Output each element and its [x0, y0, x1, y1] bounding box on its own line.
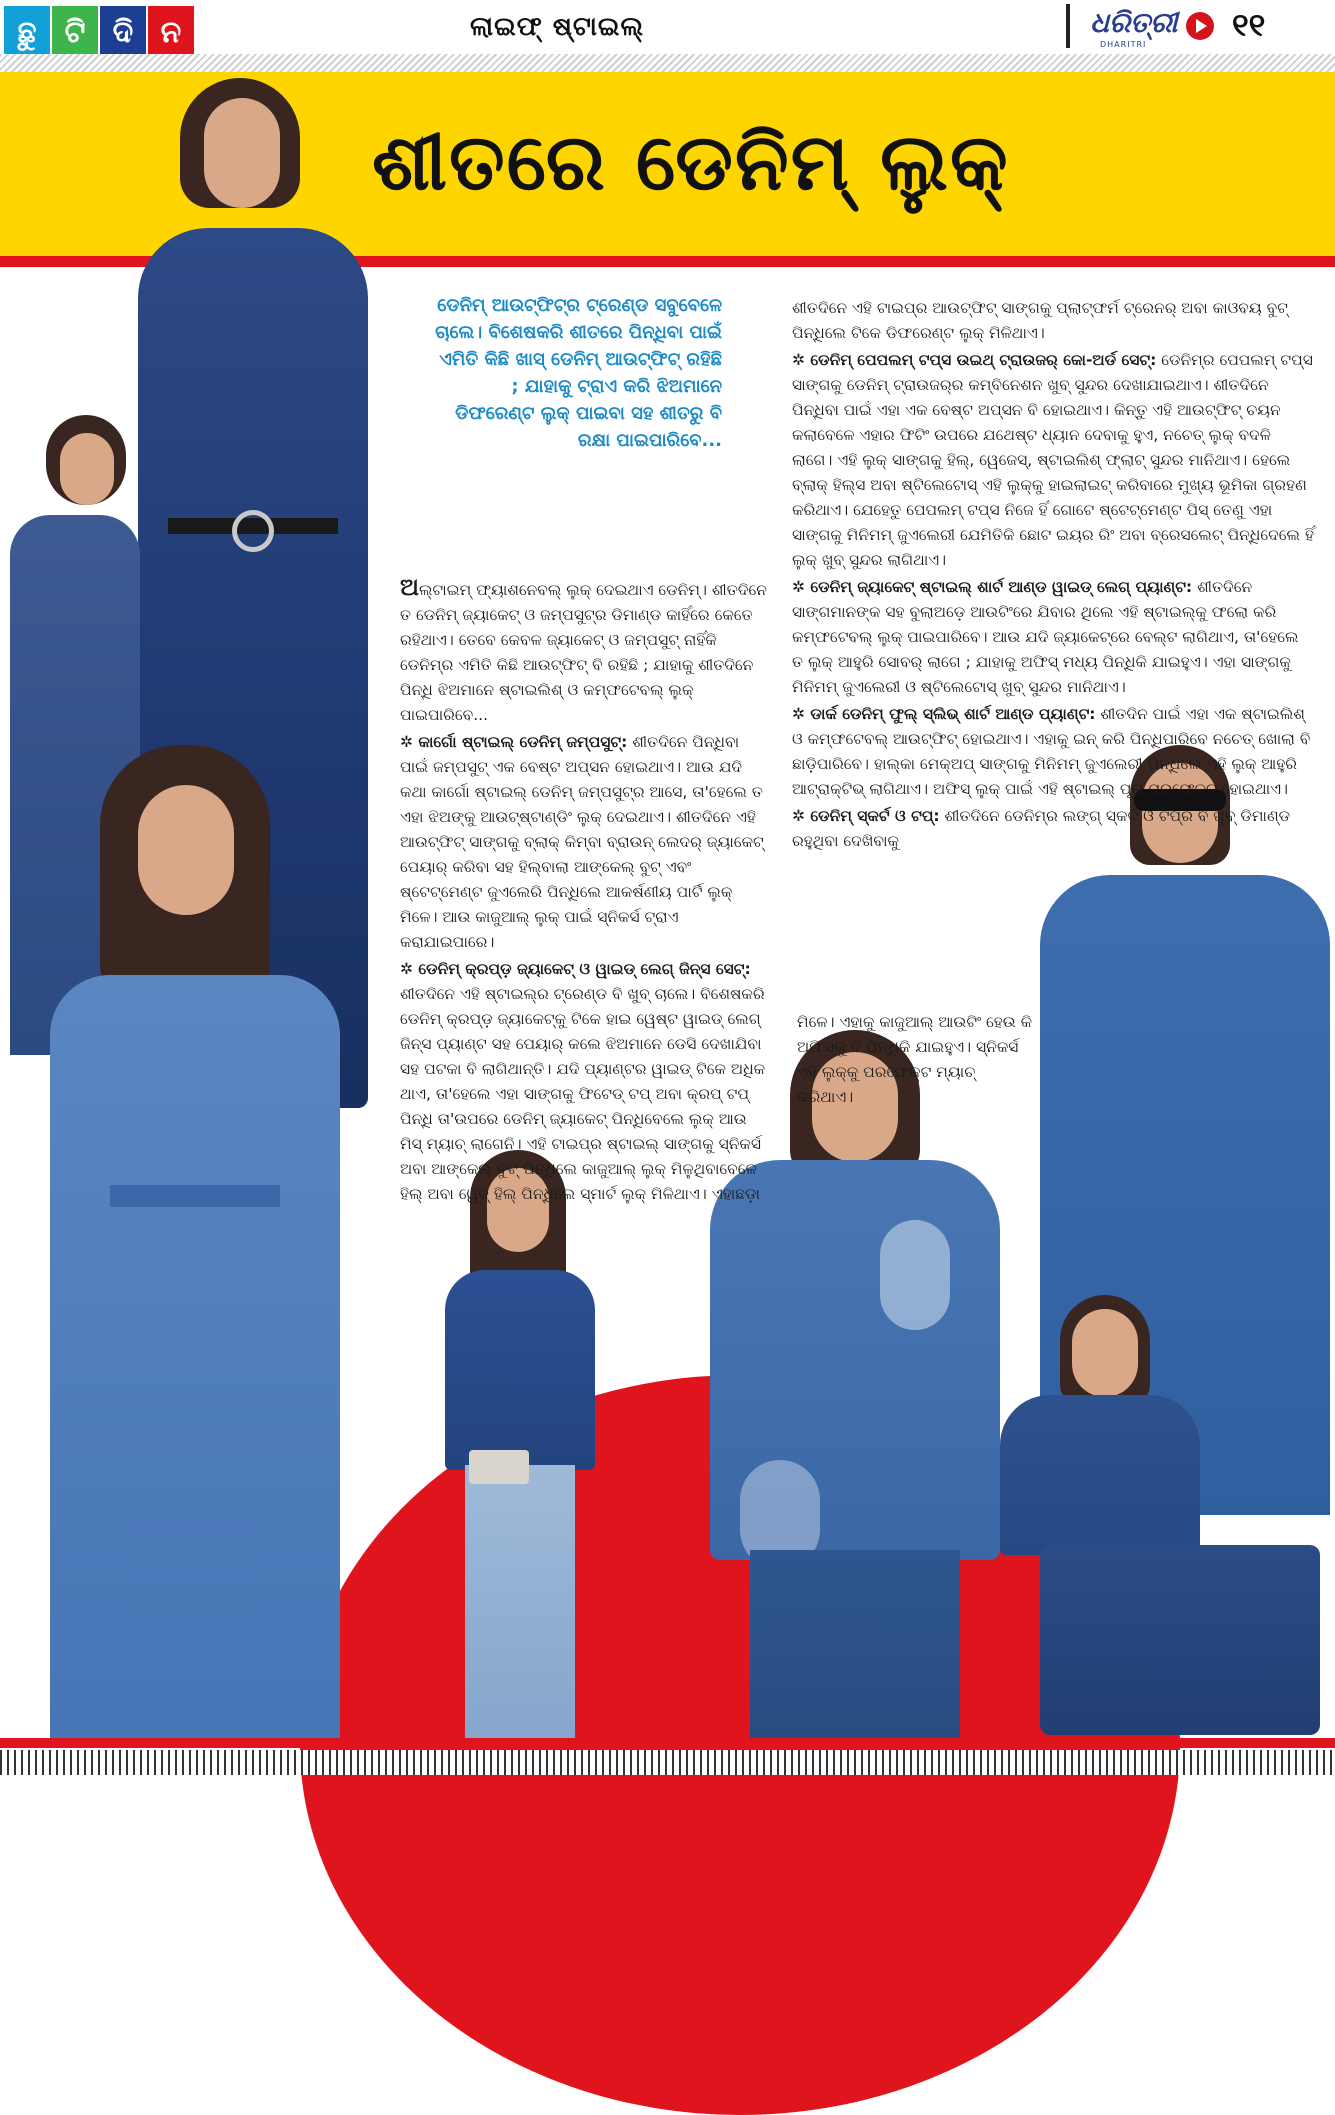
article-paragraph: ଶୀତଦିନେ ସାଙ୍ଗମାନଙ୍କ ସହ ବୁଲାଅଡ଼େ ଆଉଟିଂରେ ଯିବାର ଥିଲେ ଏହି ଷ୍ଟାଇଲ୍‌କୁ ଫଲୋ କରି କମ୍ଫଟେବଲ୍ ଲୁକ୍ ପାଇପାରିବେ। ଆଉ ଯଦି ଜ୍ୟାକେଟ୍‌ରେ ବେଲ୍ଟ ଲାଗିଥାଏ, ତା'ହେଲେ ତ ଲୁକ୍ ଆହୁରି ସୋବର୍ ଲାଗେ ; ଯାହାକୁ ଅଫିସ୍ ମଧ୍ୟ ପିନ୍ଧିକି ଯାଇହୁଏ। ଏହା ସାଙ୍ଗକୁ ମିନିମମ୍ ଜୁଏଲେରୀ ଓ ଷ୍ଟିଲେଟୋସ୍ ଖୁବ୍ ସୁନ୍ଦର ମାନିଥାଏ। — [792, 578, 1299, 696]
article-paragraph: ଶୀତଦିନ ପାଇଁ ଏହା ଏକ ଷ୍ଟାଇଲିଶ୍ ଓ କମ୍ଫଟେବଲ୍ ଆଉଟ୍‌ଫିଟ୍ ହୋଇଥାଏ। ଏହାକୁ ଇନ୍ କରି ପିନ୍ଧିପାରିବେ ନଚେତ୍ ଖୋଲା ବି ଛାଡ଼ିପାରିବେ। ହାଲ୍‌କା ମେକ୍‌ଅପ୍ ସାଙ୍ଗକୁ ମିନିମମ୍ ଜୁଏଲେରୀ ପିନ୍ଧିଲେ ଏହି ଲୁକ୍ ଆହୁରି ଆଟ୍ରାକ୍ଟିଭ୍ ଲାଗିଥାଏ। ଅଫିସ୍ ଲୁକ୍ ପାଇଁ ଏହି ଷ୍ଟାଇଲ୍ ପୂରା ପରଫେକ୍ଟ ହୋଇଥାଏ। — [792, 705, 1311, 798]
article-column-right — [792, 296, 1314, 856]
article-paragraph: ଶୀତଦିନେ ଡେନିମ୍‌ର ଲଙ୍ଗ୍ ସ୍କର୍ଟ ଓ ଟପ୍‌ର ବି ଖୁବ୍ ଡିମାଣ୍ଡ ରହୁଥିବା ଦେଖିବାକୁ — [792, 807, 1291, 850]
article-paragraph: ମିଳେ। ଏହାକୁ କାଜୁଆଲ୍ ଆଉଟିଂ ହେଉ କି ଅଫିସ୍‌କୁ ବି ପିନ୍ଧିକି ଯାଇହୁଏ। ସ୍ନିକର୍ସ ଏହି ଲୁକ୍‌କୁ ପରଫେକ୍ଟ ମ୍ୟାଚ୍ କରିଥାଏ। — [797, 1013, 1033, 1106]
bottom-red-rule — [0, 1738, 1335, 1748]
article-paragraph: ଶୀତଦିନେ ଏହି ଟାଇପ୍‌ର ଆଉଟ୍‌ଫିଟ୍ ସାଙ୍ଗକୁ ପ୍ଲାଟ୍‌ଫର୍ମ ଟ୍ରେନର୍ ଅବା କାଓବୟ ବୁଟ୍ ପିନ୍ଧିଲେ ଟିକେ ଡିଫରେଣ୍ଟ ଲୁକ୍ ମିଳିଥାଏ। — [792, 299, 1288, 342]
model-denim-jumpsuit — [20, 745, 415, 1740]
masthead-divider — [1066, 4, 1070, 48]
article-paragraph: ଲ୍‌ଟାଇମ୍ ଫ୍ୟାଶନେବଲ୍ ଲୁକ୍ ଦେଇଥାଏ ଡେନିମ୍। ଶୀତଦିନେ ତ ଡେନିମ୍ ଜ୍ୟାକେଟ୍ ଓ ଜମ୍ପସୁଟ୍‌ର ଡିମାଣ୍ଡ କାହିଁରେ କେତେ ରହିଥାଏ। ତେବେ କେବଳ ଜ୍ୟାକେଟ୍ ଓ ଜମ୍ପସୁଟ୍ ନାହିଁକି ଡେନିମ୍‌ର ଏମିତି କିଛି ଆଉଟ୍‌ଫିଟ୍ ବି ରହିଛି ; ଯାହାକୁ ଶୀତଦିନେ ପିନ୍ଧି ଝିଅମାନେ ଷ୍ଟାଇଲିଶ୍ ଓ କମ୍ଫଟେବଲ୍ ଲୁକ୍ ପାଇପାରିବେ... — [400, 581, 767, 724]
intro-text: ଡେନିମ୍ ଆଉଟ୍‌ଫିଟ୍‌ର ଟ୍ରେଣ୍ଡ ସବୁବେଳେ ଚାଲେ। ବିଶେଷକରି ଶୀତରେ ପିନ୍ଧିବା ପାଇଁ ଏମିତି କିଛି ଖାସ୍ ଡେନିମ୍ ଆଉଟ୍‌ଫିଟ୍ ରହିଛି ; ଯାହାକୁ ଟ୍ରାଏ କରି ଝିଅମାନେ ଡିଫରେଣ୍ଟ ଲୁକ୍ ପାଇବା ସହ ଶୀତରୁ ବି ରକ୍ଷା ପାଇପାରିବେ... — [435, 295, 722, 451]
subheading: ✲ ଡେନିମ୍ ଜ୍ୟାକେଟ୍ ଷ୍ଟାଇଲ୍ ଶାର୍ଟ ଆଣ୍ଡ ୱାଇଡ୍ ଲେଗ୍ ପ୍ୟାଣ୍ଟ: — [792, 578, 1193, 596]
model-denim-shirt-jeans — [425, 1150, 610, 1740]
section-label: ଲାଇଫ୍ ଷ୍ଟାଇଲ୍ — [470, 12, 645, 42]
logo-letter-1: ଛୁ — [4, 6, 50, 58]
subheading: ✲ ଡେନିମ୍ କ୍ରପ୍ଡ଼ ଜ୍ୟାକେଟ୍ ଓ ୱାଇଡ୍ ଲେଗ୍ ଜିନ୍ସ ସେଟ୍: — [400, 960, 751, 978]
logo-letter-2: ଟି — [52, 6, 98, 58]
subheading: ✲ ଡାର୍କ ଡେନିମ୍ ଫୁଲ୍ ସ୍ଲିଭ୍ ଶାର୍ଟ ଆଣ୍ଡ ପ୍ୟାଣ୍ଟ: — [792, 705, 1096, 723]
bottom-hatch — [0, 1750, 1335, 1775]
headline: ଶୀତରେ ଡେନିମ୍ ଲୁକ୍ — [372, 118, 1010, 208]
newspaper-brand: ଧରିତ୍ରୀ — [1090, 6, 1178, 39]
article-column-right-tail — [797, 1010, 1033, 1112]
article-paragraph: ଶୀତଦିନେ ପିନ୍ଧିବା ପାଇଁ ଜମ୍ପସୁଟ୍ ଏକ ବେଷ୍ଟ ଅପ୍ସନ ହୋଇଥାଏ। ଆଉ ଯଦି କଥା କାର୍ଗୋ ଷ୍ଟାଇଲ୍ ଡେନିମ୍ ଜମ୍ପସୁଟ୍‌ର ଆସେ, ତା'ହେଲେ ତ ଏହା ଝିଅଙ୍କୁ ଆଉଟ୍‌ଷ୍ଟାଣ୍ଡିଂ ଲୁକ୍ ଦେଇଥାଏ। ଶୀତଦିନେ ଏହି ଆଉଟ୍‌ଫିଟ୍ ସାଙ୍ଗକୁ ବ୍ଲାକ୍ କିମ୍ବା ବ୍ରାଉନ୍ ଲେଦର୍ ଜ୍ୟାକେଟ୍ ପେୟାର୍ କରିବା ସହ ହିଲ୍‌ବାଲା ଆଙ୍କେଲ୍ ବୁଟ୍ ଏବଂ ଷ୍ଟେଟ୍‌ମେଣ୍ଟ ଜୁଏଲେରି ପିନ୍ଧିଲେ ଆକର୍ଷଣୀୟ ପାର୍ଟି ଲୁକ୍ ମିଳେ। ଆଉ କାଜୁଆଲ୍ ଲୁକ୍ ପାଇଁ ସ୍ନିକର୍ସ ଟ୍ରାଏ କରାଯାଇପାରେ। — [400, 733, 764, 951]
article-column-left — [400, 575, 768, 1209]
page-number: ୧୧ — [1232, 6, 1266, 44]
hatch-divider — [0, 54, 1335, 72]
model-denim-shirt-wide-pants — [1000, 1295, 1320, 1735]
play-icon — [1186, 12, 1214, 40]
subheading: ✲ ଡେନିମ୍ ସ୍କର୍ଟ ଓ ଟପ୍: — [792, 807, 940, 825]
logo-letter-4: ନ — [148, 6, 194, 58]
subheading: ✲ କାର୍ଗୋ ଷ୍ଟାଇଲ୍ ଡେନିମ୍ ଜମ୍ପସୁଟ୍: — [400, 733, 628, 751]
newspaper-brand-sub: DHARITRI — [1100, 40, 1147, 49]
article-paragraph: ଡେନିମ୍‌ର ପେପଲମ୍ ଟପ୍ସ ସାଙ୍ଗକୁ ଡେନିମ୍ ଟ୍ରାଉଜର୍‌ର କମ୍ବିନେଶନ ଖୁବ୍ ସୁନ୍ଦର ଦେଖାଯାଇଥାଏ। ଶୀତଦିନେ ପିନ୍ଧିବା ପାଇଁ ଏହା ଏକ ବେଷ୍ଟ ଅପ୍ସନ ବି ହୋଇଥାଏ। କିନ୍ତୁ ଏହି ଆଉଟ୍‌ଫିଟ୍ ଚୟନ କଲାବେଳେ ଏହାର ଫିଟିଂ ଉପରେ ଯଥେଷ୍ଟ ଧ୍ୟାନ ଦେବାକୁ ହୁଏ, ନଚେତ୍ ଲୁକ୍ ବଦଳି ଲାଗେ। ଏହି ଲୁକ୍ ସାଙ୍ଗକୁ ହିଲ୍, ୱେଜେସ୍, ଷ୍ଟାଇଲିଶ୍ ଫ୍ଲାଟ୍ ସୁନ୍ଦର ମାନିଥାଏ। ହେଲେ ବ୍ଲାକ୍ ହିଲ୍ସ ଅବା ଷ୍ଟିଲେଟୋସ୍ ଏହି ଲୁକ୍‌କୁ ହାଇଲାଇଟ୍ କରିବାରେ ମୁଖ୍ୟ ଭୂମିକା ଗ୍ରହଣ କରିଥାଏ। ଯେହେତୁ ପେପଲମ୍ ଟପ୍ସ ନିଜେ ହିଁ ଗୋଟେ ଷ୍ଟେଟ୍‌ମେଣ୍ଟ ପିସ୍ ତେଣୁ ଏହା ସାଙ୍ଗକୁ ମିନିମମ୍ ଜୁଏଲେରୀ ଯେମିତିକି ଛୋଟ ଇୟର ରିଂ ଅବା ବ୍ରେସଲେଟ୍ ପିନ୍ଧିଦେଲେ ହିଁ ଲୁକ୍ ଖୁବ୍ ସୁନ୍ଦର ଲାଗିଥାଏ। — [792, 351, 1314, 569]
article-paragraph: ଶୀତଦିନେ ଏହି ଷ୍ଟାଇଲ୍‌ର ଟ୍ରେଣ୍ଡ ବି ଖୁବ୍ ଚାଲେ। ବିଶେଷକରି ଡେନିମ୍ କ୍ରପ୍ଡ଼ ଜ୍ୟାକେଟ୍‌କୁ ଟିକେ ହାଇ ୱେଷ୍ଟ ୱାଇଡ୍ ଲେଗ୍ ଜିନ୍ସ ପ୍ୟାଣ୍ଟ ସହ ପେୟାର୍ କଲେ ଝିଅମାନେ ଡେସି ଦେଖାଯିବା ସହ ପଟକା ବି ଲାଗିଥାନ୍ତି। ଯଦି ପ୍ୟାଣ୍ଟର ୱାଇଡ୍ ଟିକେ ଅଧିକ ଥାଏ, ତା'ହେଲେ ଏହା ସାଙ୍ଗକୁ ଫିଟେଡ୍ ଟପ୍ ଅବା କ୍ରପ୍ ଟପ୍ ପିନ୍ଧି ତା'ଉପରେ ଡେନିମ୍ ଜ୍ୟାକେଟ୍ ପିନ୍ଧିବେଲେ ଲୁକ୍ ଆଉ ମିସ୍ ମ୍ୟାଚ୍ ଲାଗେନି। ଏହି ଟାଇପ୍‌ର ଷ୍ଟାଇଲ୍ ସାଙ୍ଗକୁ ସ୍ନିକର୍ସ ଅବା ଆଙ୍କେଲ୍ ବୁଟ୍ ପିନ୍ଧିଲେ କାଜୁଆଲ୍ ଲୁକ୍ ମିଳୁଥିବାବେଳେ ହିଲ୍ ଅବା ୱେଜ୍ ହିଲ୍ ପିନ୍ଧିଲେ ସ୍ମାର୍ଟ ଲୁକ୍ ମିଳିଥାଏ। ଏହାଛଡ଼ା — [400, 985, 766, 1203]
logo-letter-3: ଦି — [100, 6, 146, 58]
subheading: ✲ ଡେନିମ୍ ପେପଲମ୍ ଟପ୍ସ ଉଇଥ୍ ଟ୍ରାଉଜର୍ କୋ-ଅର୍ଡ ସେଟ୍: — [792, 351, 1157, 369]
dropcap: ଅ — [400, 573, 419, 601]
